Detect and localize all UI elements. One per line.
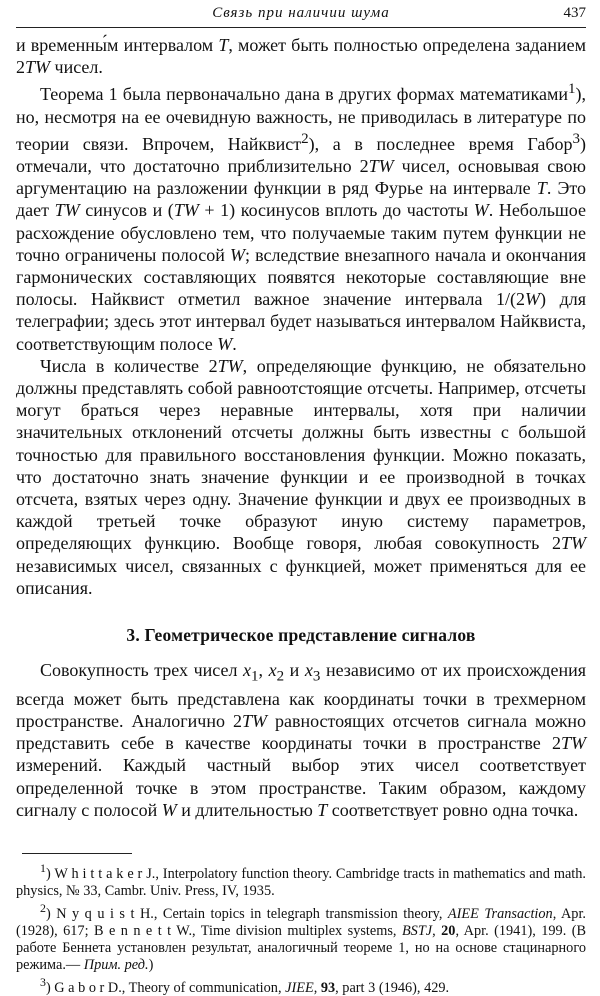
page-number: 437 [563,5,586,21]
footnote-2: $^2$) N y q u i s t H., Certain topics in telegraph transmission theory, AIEE Transaction, Apr. (1928), 617; B e n n e t t W., Time division multiplex systems, BSTJ, 20, Apr. (1941), 199. (В работе Беннета установлен результат, аналогичный теореме 1, но на основе стацинарного режима.— Прим. ред.) [16,900,587,973]
footnote-divider [22,853,132,854]
running-head [16,0,586,28]
running-title: Связь при наличии шума [212,5,390,21]
footnote-3: $^3$) G a b o r D., Theory of communication, JIEE, 93, part 3 (1946), 429. [40,974,450,996]
paragraph-1: и временны́м интервалом T, может быть полностью определена заданием 2TW чисел. [16,35,586,78]
paragraph-2: Теорема 1 была первоначально дана в других формах математиками$^1$), но, несмотря на ее очевидную важность, не приводилась в литературе по теории связи. Впрочем, Найквист$^2$), а в последнее время Габор$^3$) отмечали, что достаточно приблизительно 2TW чисел, основывая свою аргументацию на разложении функции в ряд Фурье на интервале T. Это дает TW синусов и (TW + 1) косинусов вплоть до частоты W. Небольшое расхождение обусловлено тем, что получаемые таким путем функции не точно ограничены полосой W; вследствие внезапного начала и окончания гармонических составляющих появятся некоторые составляющие вне полосы. Найквист отметил важное значение интервала 1/(2W) для телеграфии; здесь этот интервал будет называться интервалом Найквиста, соответствующим полосе W. [16,81,587,354]
footnote-1: $^1$) W h i t t a k e r J., Interpolatory function theory. Cambridge tracts in mathematics and math. physics, № 33, Cambr. Univ. Press, IV, 1935. [16,861,586,899]
body-text [16,34,586,821]
section-heading: 3. Геометрическое представление сигналов [126,625,476,646]
paragraph-3: Числа в количестве 2TW, определяющие функцию, не обязательно должны представлять собой равноотстоящие отсчеты. Например, отсчеты могут браться через неравные интервалы, хотя при наличии значительных отклонений отсчеты должны быть известны с большой точностью для правильного восстановления функции. Можно показать, что достаточно знать значение функции и ее производной в точках отсчета, взятых через одну. Значение функции и двух ее производных в каждой третьей точке образуют иную систему параметров, определяющих функцию. Вообще говоря, любая совокупность 2TW независимых чисел, связанных с функцией, может применяться для ее описания. [16,355,586,598]
footnotes [16,860,586,996]
paragraph-4: Совокупность трех чисел $x_1$, $x_2$ и $x_3$ независимо от их происхождения всегда может быть представлена как координаты точки в трехмерном пространстве. Аналогично 2TW равностоящих отсчетов сигнала можно представить себе в качестве координаты точки в пространстве 2TW измерений. Каждый частный выбор этих чисел соответствует определенной точке в этом пространстве. Таким образом, каждому сигналу с полосой W и длительностью T соответствует ровно одна точка. [16,660,586,820]
